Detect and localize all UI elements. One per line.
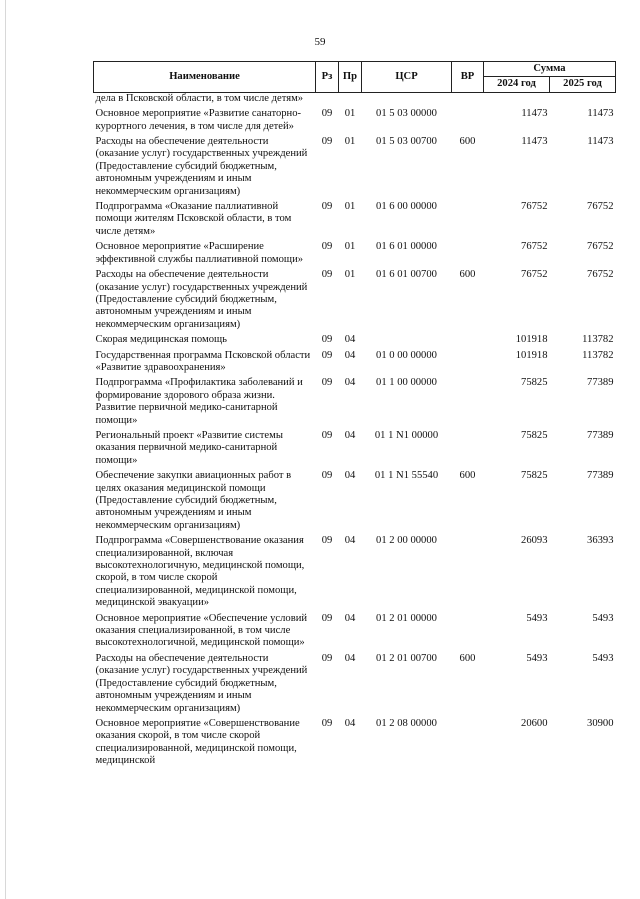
cell-name: Подпрограмма «Профилактика заболеваний и формирование здорового образа жизни. Развитие первичной медико-санитарной помощи» <box>95 377 303 426</box>
cell-2024: 11473 <box>521 108 548 120</box>
cell-pr: 01 <box>344 269 356 281</box>
cell-csr: 01 1 00 00000 <box>376 377 437 389</box>
cell-2025: 30900 <box>587 717 614 729</box>
cell-pr <box>339 92 362 105</box>
cell-vr <box>452 427 484 467</box>
table-row <box>94 532 616 609</box>
cell-rz: 09 <box>321 349 333 361</box>
cell-name: дела в Псковской области, в том числе детям» <box>95 92 304 104</box>
cell-2024: 101918 <box>515 349 548 361</box>
table-body <box>94 92 616 767</box>
cell-csr: 01 0 00 00000 <box>376 349 437 361</box>
table-row <box>94 715 616 768</box>
cell-name: Основное мероприятие «Обеспечение условий оказания специализированной, в том числе высокотехнологичной, медицинской помощи» <box>95 612 308 649</box>
cell-csr: 01 6 00 00000 <box>376 201 437 213</box>
cell-csr: 01 5 03 00700 <box>376 136 437 148</box>
table-row <box>94 92 616 105</box>
table-row <box>94 133 616 198</box>
cell-rz <box>316 92 339 105</box>
cell-name: Основное мероприятие «Совершенствование оказания скорой, в том числе скорой специализированной, медицинской помощи, медицинской <box>95 717 300 767</box>
cell-csr: 01 2 08 00000 <box>376 717 437 729</box>
cell-2024 <box>484 92 550 105</box>
cell-rz: 09 <box>321 652 333 664</box>
table-row <box>94 198 616 238</box>
cell-2025: 11473 <box>587 108 614 120</box>
header-pr: Пр <box>339 62 362 93</box>
cell-vr <box>452 238 484 266</box>
cell-rz: 09 <box>321 241 333 253</box>
cell-pr: 04 <box>344 377 356 389</box>
cell-pr: 01 <box>344 108 356 120</box>
cell-csr: 01 2 01 00700 <box>376 652 437 664</box>
cell-vr: 600 <box>459 136 476 148</box>
cell-pr: 04 <box>344 334 356 346</box>
table-row <box>94 105 616 133</box>
cell-pr: 04 <box>344 652 356 664</box>
cell-vr <box>452 347 484 375</box>
cell-pr: 01 <box>344 136 356 148</box>
cell-2025: 113782 <box>582 334 614 346</box>
cell-2024: 76752 <box>521 241 548 253</box>
cell-csr <box>362 92 452 105</box>
cell-pr: 04 <box>344 535 356 547</box>
cell-vr <box>452 92 484 105</box>
table-row <box>94 266 616 331</box>
cell-2025: 77389 <box>587 470 614 482</box>
cell-pr: 04 <box>344 612 356 624</box>
table-row <box>94 650 616 715</box>
cell-2024: 75825 <box>521 470 548 482</box>
table-row <box>94 467 616 532</box>
cell-2025: 76752 <box>587 201 614 213</box>
cell-csr: 01 1 N1 00000 <box>374 429 439 441</box>
cell-rz: 09 <box>321 334 333 346</box>
cell-rz: 09 <box>321 717 333 729</box>
cell-2024: 75825 <box>521 377 548 389</box>
table-row <box>94 427 616 467</box>
cell-pr: 04 <box>344 349 356 361</box>
header-sum: Сумма <box>484 62 616 77</box>
scan-margin-line <box>5 0 6 899</box>
cell-rz: 09 <box>321 136 333 148</box>
cell-vr: 600 <box>459 470 476 482</box>
cell-csr <box>362 331 452 346</box>
cell-pr: 01 <box>344 201 356 213</box>
cell-vr <box>452 198 484 238</box>
cell-pr: 04 <box>344 429 356 441</box>
cell-2024: 76752 <box>521 201 548 213</box>
cell-csr: 01 6 01 00000 <box>376 241 437 253</box>
cell-2025: 5493 <box>592 612 614 624</box>
cell-vr <box>452 331 484 346</box>
cell-name: Региональный проект «Развитие системы оказания первичной медико-санитарной помощи» <box>95 429 283 466</box>
cell-2024: 101918 <box>515 334 548 346</box>
cell-vr <box>452 715 484 768</box>
cell-name: Скорая медицинская помощь <box>95 334 227 346</box>
cell-2024: 75825 <box>521 429 548 441</box>
table-row <box>94 238 616 266</box>
cell-name: Расходы на обеспечение деятельности (оказание услуг) государственных учреждений (Предоставление субсидий бюджетным, автономным учреждениям и иным некоммерческим организациям) <box>95 269 308 330</box>
cell-rz: 09 <box>321 429 333 441</box>
cell-rz: 09 <box>321 201 333 213</box>
cell-2025: 77389 <box>587 429 614 441</box>
cell-2025 <box>550 92 616 105</box>
cell-2025: 5493 <box>592 652 614 664</box>
cell-vr: 600 <box>459 269 476 281</box>
page-number: 59 <box>314 36 326 48</box>
cell-pr: 04 <box>344 470 356 482</box>
cell-2025: 77389 <box>587 377 614 389</box>
cell-name: Основное мероприятие «Развитие санаторно-курортного лечения, в том числе для детей» <box>95 108 302 132</box>
table-row <box>94 347 616 375</box>
cell-name: Подпрограмма «Оказание паллиативной помощи жителям Псковской области, в том числе детям» <box>95 201 292 237</box>
table-row <box>94 374 616 427</box>
budget-table <box>93 61 616 768</box>
cell-vr: 600 <box>459 652 476 664</box>
cell-name: Государственная программа Псковской области «Развитие здравоохранения» <box>95 349 311 373</box>
cell-2024: 5493 <box>526 652 548 664</box>
cell-vr <box>452 610 484 650</box>
cell-2024: 11473 <box>521 136 548 148</box>
header-vr: ВР <box>452 62 484 93</box>
cell-rz: 09 <box>321 377 333 389</box>
cell-2024: 26093 <box>521 535 548 547</box>
cell-2024: 76752 <box>521 269 548 281</box>
cell-pr: 04 <box>344 717 356 729</box>
cell-csr: 01 2 01 00000 <box>376 612 437 624</box>
header-year-2025: 2025 год <box>550 77 616 92</box>
cell-vr <box>452 532 484 609</box>
cell-vr <box>452 374 484 427</box>
cell-name: Обеспечение закупки авиационных работ в целях оказания медицинской помощи (Предоставление субсидий бюджетным, автономным учреждениям и иным некоммерческим организациям) <box>95 470 292 531</box>
header-csr: ЦСР <box>362 62 452 93</box>
cell-csr: 01 6 01 00700 <box>376 269 437 281</box>
cell-rz: 09 <box>321 535 333 547</box>
cell-name: Подпрограмма «Совершенствование оказания специализированной, включая высокотехнологичную, медицинской помощи, скорой, в том числе скорой специализированной, медицинской помощи, медицинской эвакуации» <box>95 535 305 609</box>
cell-csr: 01 1 N1 55540 <box>374 470 439 482</box>
cell-name: Расходы на обеспечение деятельности (оказание услуг) государственных учреждений (Предоставление субсидий бюджетным, автономным учреждениям и иным некоммерческим организациям) <box>95 652 308 714</box>
header-rz: Рз <box>316 62 339 93</box>
cell-name: Расходы на обеспечение деятельности (оказание услуг) государственных учреждений (Предоставление субсидий бюджетным, автономным учреждениям и иным некоммерческим организациям) <box>95 136 308 197</box>
cell-2025: 36393 <box>587 535 614 547</box>
cell-rz: 09 <box>321 612 333 624</box>
header-year-2024: 2024 год <box>484 77 550 92</box>
cell-rz: 09 <box>321 269 333 281</box>
cell-2025: 11473 <box>587 136 614 148</box>
cell-2025: 113782 <box>582 349 614 361</box>
cell-vr <box>452 105 484 133</box>
header-name: Наименование <box>94 62 316 93</box>
cell-name: Основное мероприятие «Расширение эффективной службы паллиативной помощи» <box>95 241 304 265</box>
cell-2025: 76752 <box>587 269 614 281</box>
cell-2025: 76752 <box>587 241 614 253</box>
cell-csr: 01 2 00 00000 <box>376 535 437 547</box>
cell-2024: 20600 <box>521 717 548 729</box>
table-row <box>94 610 616 650</box>
table-row <box>94 331 616 346</box>
table-header <box>94 62 616 93</box>
cell-csr: 01 5 03 00000 <box>376 108 437 120</box>
cell-2024: 5493 <box>526 612 548 624</box>
cell-rz: 09 <box>321 470 333 482</box>
cell-rz: 09 <box>321 108 333 120</box>
cell-pr: 01 <box>344 241 356 253</box>
